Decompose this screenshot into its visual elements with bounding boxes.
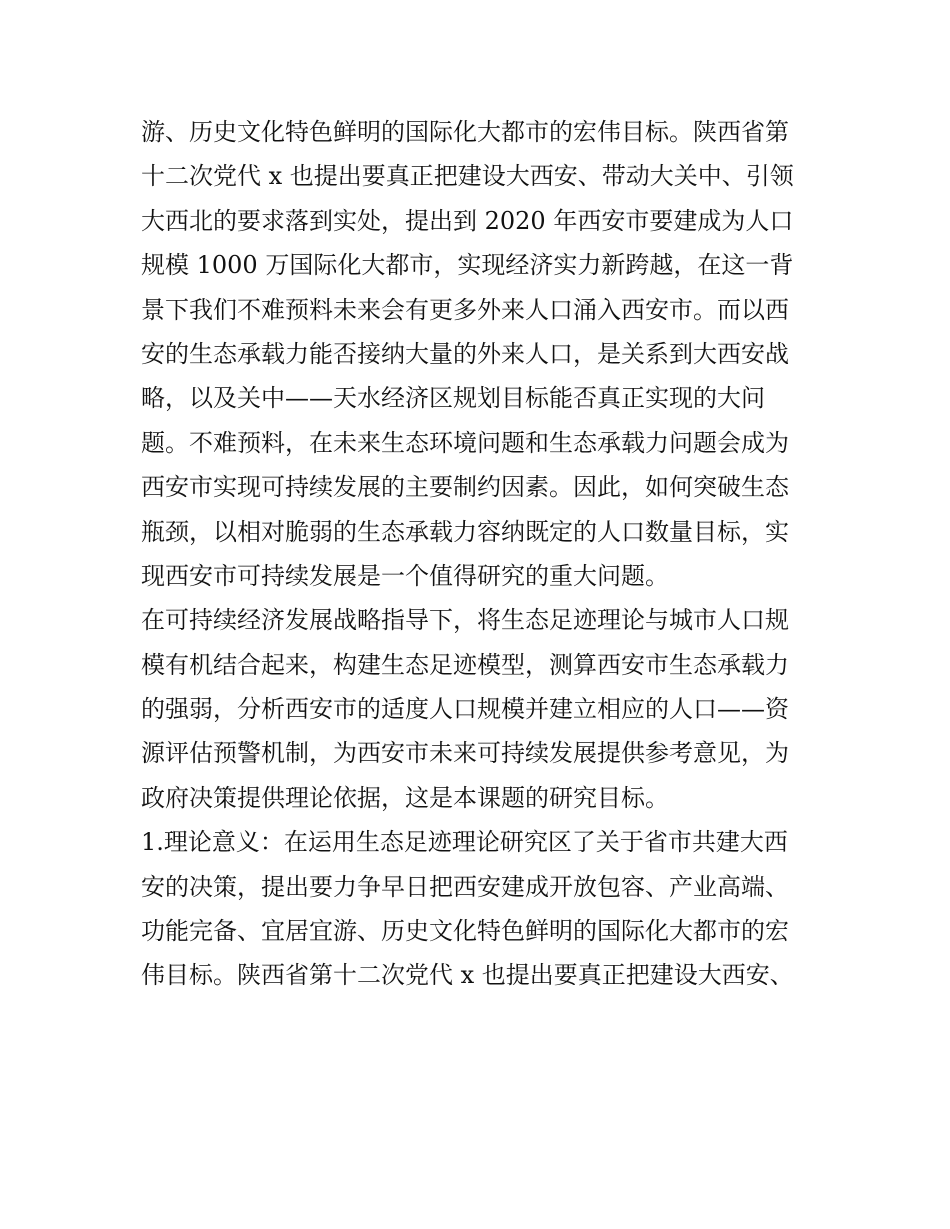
text-line: 十二次党代 x 也提出要真正把建设大西安、带动大关中、引领 xyxy=(141,162,794,191)
text-line: 大西北的要求落到实处，提出到 2020 年西安市要建成为人口 xyxy=(141,206,794,235)
text-line: 的强弱，分析西安市的适度人口规模并建立相应的人口——资 xyxy=(141,695,789,724)
text-line: 源评估预警机制，为西安市未来可持续发展提供参考意见，为 xyxy=(141,739,789,768)
text-line: 功能完备、宜居宜游、历史文化特色鲜明的国际化大都市的宏 xyxy=(141,917,789,946)
text-line: 现西安市可持续发展是一个值得研究的重大问题。 xyxy=(141,561,669,590)
body-text xyxy=(141,110,816,998)
text-line: 瓶颈，以相对脆弱的生态承载力容纳既定的人口数量目标，实 xyxy=(141,517,789,546)
text-line: 1.理论意义：在运用生态足迹理论研究区了关于省市共建大西 xyxy=(141,828,788,857)
text-line: 模有机结合起来，构建生态足迹模型，测算西安市生态承载力 xyxy=(141,650,789,679)
text-line: 在可持续经济发展战略指导下，将生态足迹理论与城市人口规 xyxy=(141,606,789,635)
text-line: 略，以及关中——天水经济区规划目标能否真正实现的大问 xyxy=(141,384,765,413)
text-line: 伟目标。陕西省第十二次党代 x 也提出要真正把建设大西安、 xyxy=(141,961,794,990)
text-line: 游、历史文化特色鲜明的国际化大都市的宏伟目标。陕西省第 xyxy=(141,118,789,146)
text-line: 政府决策提供理论依据，这是本课题的研究目标。 xyxy=(141,783,669,812)
text-line: 安的决策，提出要力争早日把西安建成开放包容、产业高端、 xyxy=(141,872,789,901)
text-line: 规模 1000 万国际化大都市，实现经济实力新跨越，在这一背 xyxy=(141,251,794,280)
text-line: 景下我们不难预料未来会有更多外来人口涌入西安市。而以西 xyxy=(141,295,789,324)
text-line: 安的生态承载力能否接纳大量的外来人口，是关系到大西安战 xyxy=(141,339,789,368)
text-line: 题。不难预料，在未来生态环境问题和生态承载力问题会成为 xyxy=(141,428,789,457)
text-line: 西安市实现可持续发展的主要制约因素。因此，如何突破生态 xyxy=(141,473,789,502)
